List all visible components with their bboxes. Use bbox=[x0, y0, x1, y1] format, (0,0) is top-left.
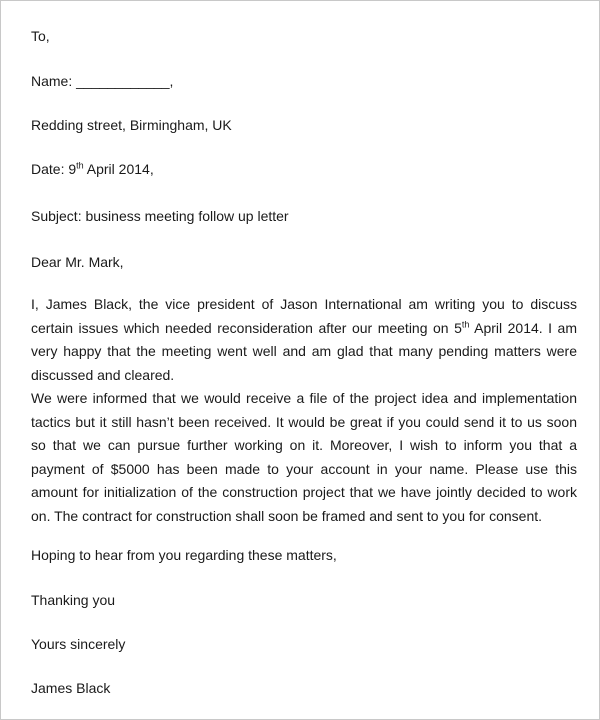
letter-salutation: Dear Mr. Mark, bbox=[31, 254, 124, 270]
recipient-name-line bbox=[31, 73, 173, 89]
letter-thanks: Thanking you bbox=[31, 592, 116, 608]
date-prefix: Date: 9 bbox=[31, 161, 77, 177]
para1-ordinal-suffix: th bbox=[461, 318, 470, 329]
para1-part1: I, James Black, the vice president of Jason International am writing you to discuss certain issues which needed reconsideration after our meeting on 5 bbox=[31, 296, 577, 336]
recipient-to: To, bbox=[31, 28, 50, 44]
recipient-address: Redding street, Birmingham, UK bbox=[31, 117, 232, 133]
body-paragraph-1 bbox=[31, 293, 577, 387]
body-paragraph-2: We were informed that we would receive a file of the project idea and implementation tactics but it still hasn’t been received. It would be great if you could send it to us soon so that we can pursue further working on it. Moreover, I wish to inform you that a payment of $5000 has been made to your account in your name. Please use this amount for initialization of the construction project that we have jointly decided to work on. The contract for construction shall soon be framed and sent to you for consent. bbox=[31, 390, 577, 524]
name-label: Name: bbox=[31, 73, 77, 89]
letter-closing: Yours sincerely bbox=[31, 636, 126, 652]
letter-hoping-line: Hoping to hear from you regarding these matters, bbox=[31, 547, 337, 563]
para1-part2: April 2014. I am very happy that the meeting went well and am glad that many pending matters were discussed and cleared. bbox=[31, 319, 578, 383]
date-rest: April 2014, bbox=[83, 161, 154, 177]
letter-subject: Subject: business meeting follow up letter bbox=[31, 208, 289, 224]
date-ordinal-suffix: th bbox=[76, 160, 84, 171]
letter-body bbox=[31, 293, 577, 528]
letter-signature: James Black bbox=[31, 680, 111, 696]
letter-date bbox=[31, 161, 154, 177]
name-blank: ____________, bbox=[76, 73, 174, 89]
